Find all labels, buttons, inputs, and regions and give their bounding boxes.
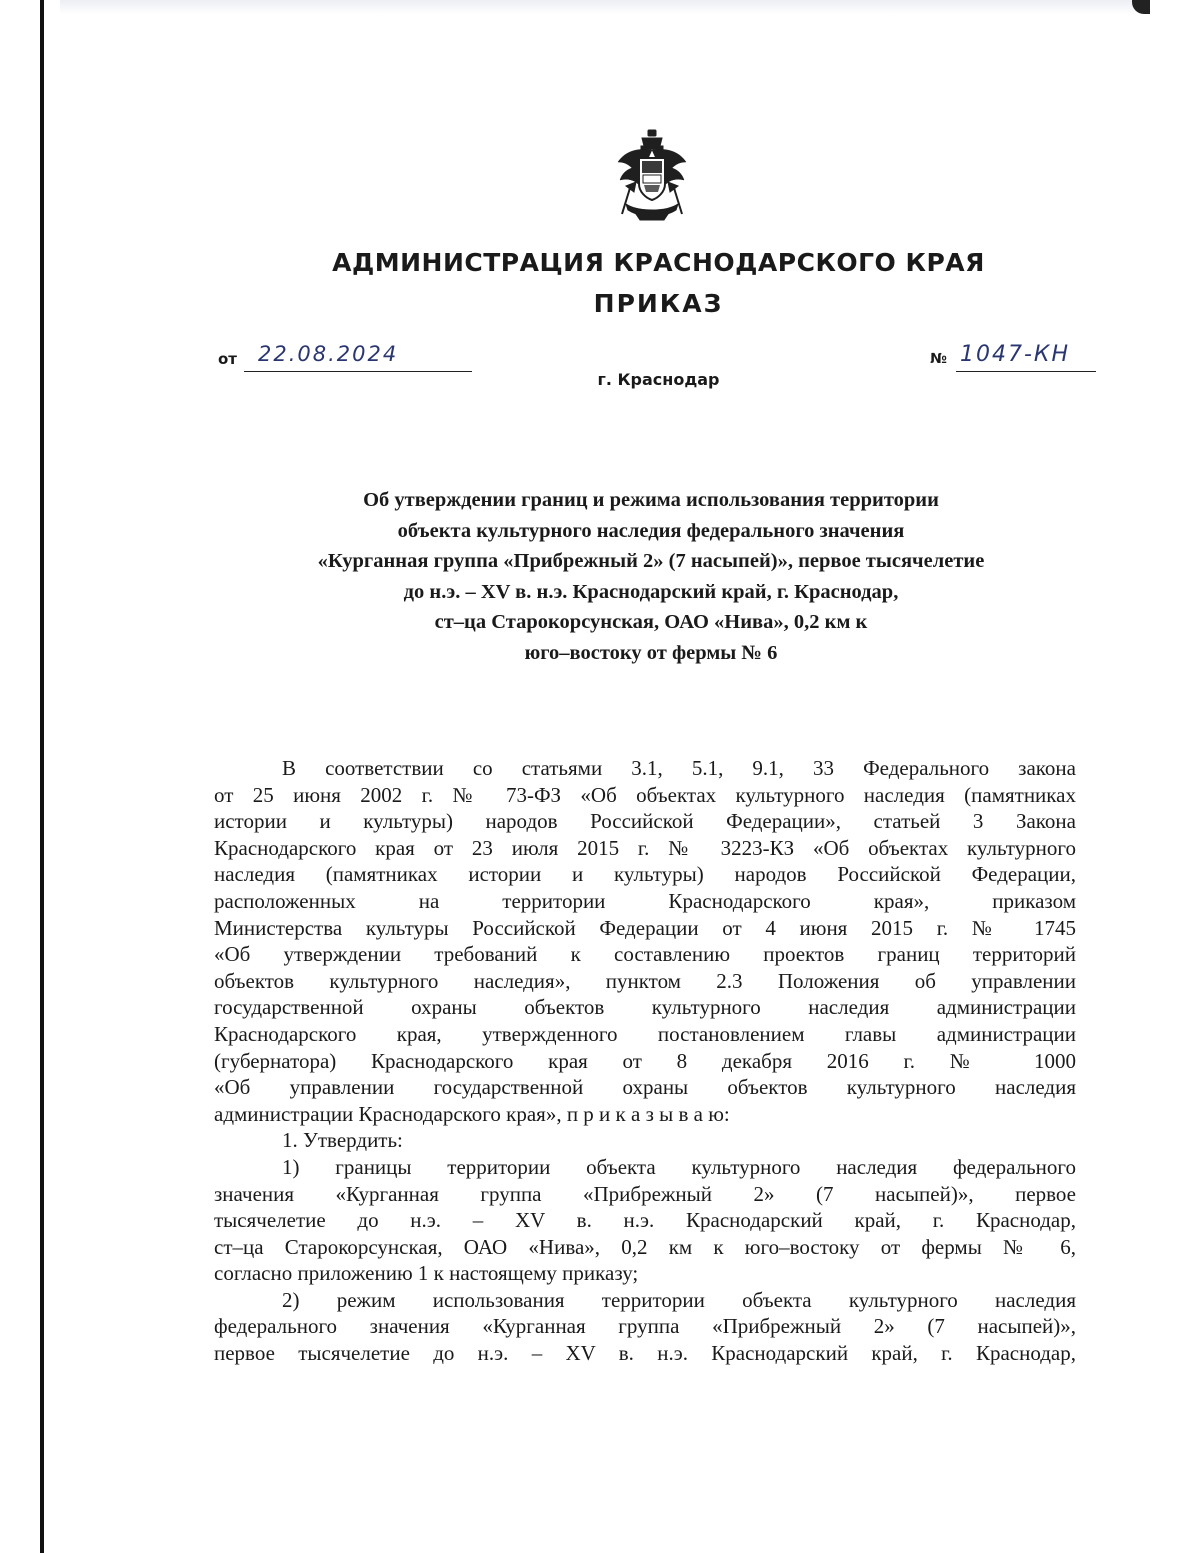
body-line: 1) границы территории объекта культурного наследия федерального [282,1154,1076,1179]
date-prefix: от [218,350,237,368]
body-line: первое тысячелетие до н.э. – XV в. н.э. Краснодарский край, г. Краснодар, [214,1341,1076,1366]
number-prefix: № [930,351,947,367]
number-value-handwritten: 1047-КН [960,342,1071,367]
body-line: федерального значения «Курганная группа «Прибрежный 2» (7 насыпей)», [214,1314,1076,1339]
body-line: тысячелетие до н.э. – XV в. н.э. Краснодарский край, г. Краснодар, [214,1208,1076,1233]
body-line: значения «Курганная группа «Прибрежный 2» (7 насыпей)», первое [214,1181,1076,1206]
body-line: 2) режим использования территории объекта культурного наследия [282,1287,1076,1312]
body-line: «Об утверждении требований к составлению проектов границ территорий [214,942,1076,967]
body-line: ст–ца Старокорсунская, ОАО «Нива», 0,2 км к юго–востоку от фермы № 6, [214,1234,1076,1259]
body-line: объектов культурного наследия», пунктом 2.3 Положения об управлении [214,968,1076,993]
body-line: В соответствии со статьями 3.1, 5.1, 9.1, 33 Федерального закона [282,756,1076,780]
body-line: согласно приложению 1 к настоящему приказу; [214,1261,639,1286]
date-value-handwritten: 22.08.2024 [258,342,399,366]
body-line: «Об управлении государственной охраны объектов культурного наследия [214,1075,1076,1100]
subject-line: до н.э. – XV в. н.э. Краснодарский край, г. Краснодар, [403,580,899,603]
city: г. Краснодар [597,370,720,389]
scan-top-shadow [60,0,1140,14]
body-line: государственной охраны объектов культурного наследия администрации [214,995,1076,1020]
body-line: (губернатора) Краснодарского края от 8 декабря 2016 г. № 1000 [214,1048,1076,1073]
body-line: наследия (памятниках истории и культуры) народов Российской Федерации, [214,862,1076,887]
subject-line: ст–ца Старокорсунская, ОАО «Нива», 0,2 км к [434,611,868,633]
organization-title: АДМИНИСТРАЦИЯ КРАСНОДАРСКОГО КРАЯ [332,248,985,277]
body-line: от 25 июня 2002 г. № 73-ФЗ «Об объектах культурного наследия (памятниках [214,782,1076,807]
body-line: администрации Краснодарского края», п р и к а з ы в а ю: [214,1101,730,1126]
body-line: Краснодарского края, утвержденного постановлением главы администрации [214,1021,1076,1046]
subject-line: юго–востоку от фермы № 6 [524,641,778,664]
krasnodar-coat-of-arms-icon [612,128,692,222]
body-line: расположенных на территории Краснодарского края», приказом [214,888,1076,913]
subject-line: объекта культурного наследия федерального значения [397,519,905,542]
body-text [214,755,1076,1367]
body-line: Краснодарского края от 23 июля 2015 г. № 3223-КЗ «Об объектах культурного [214,835,1076,860]
body-line: Министерства культуры Российской Федерации от 4 июня 2015 г. № 1745 [214,915,1076,940]
subject-line: «Курганная группа «Прибрежный 2» (7 насыпей)», первое тысячелетие [317,550,985,572]
subject-heading [210,485,1092,668]
document-type-title: ПРИКАЗ [593,289,724,318]
body-line: истории и культуры) народов Российской Федерации», статьей 3 Закона [214,809,1076,834]
scan-left-edge [40,0,44,1553]
subject-line: Об утверждении границ и режима использования территории [363,489,939,511]
body-line: 1. Утвердить: [282,1128,403,1153]
